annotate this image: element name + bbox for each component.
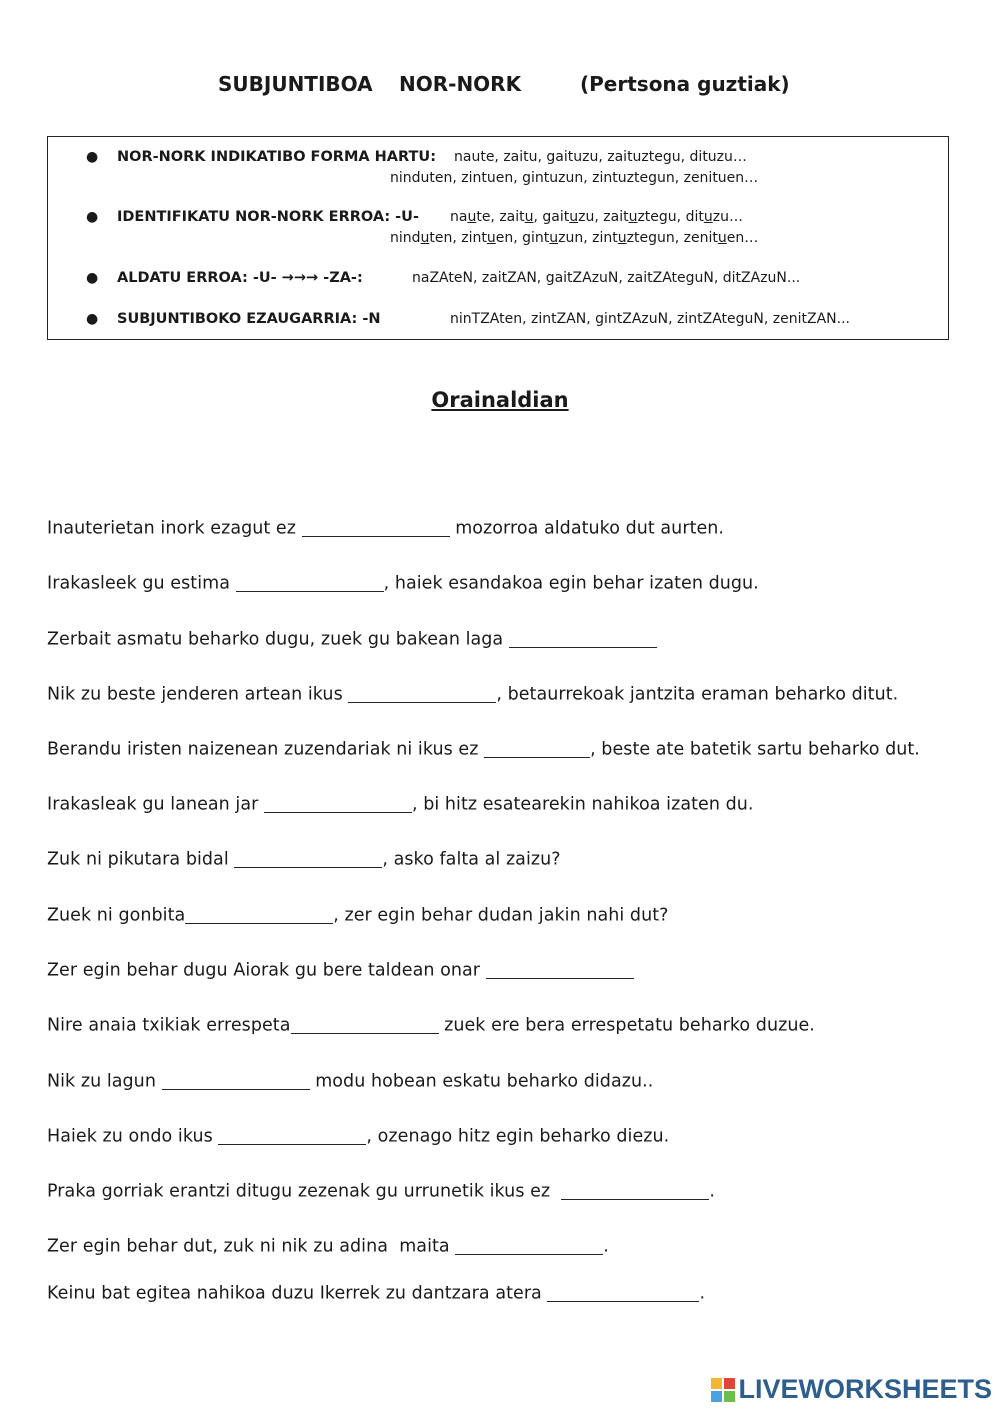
sentence-text: , haiek esandakoa egin behar izaten dugu. [383,573,759,594]
sentence-text: Keinu bat egitea nahikoa duzu Ikerrek zu dantzara atera [47,1283,548,1304]
rule-label: ALDATU ERROA: -U- →→→ -ZA-: [117,270,363,286]
sentence-text: modu hobean eskatu beharko didazu.. [309,1071,654,1092]
text-part: zu, zait [578,209,629,225]
sentence-text: , zer egin behar dudan jakin nahi dut? [333,905,669,926]
answer-blank[interactable] [234,849,382,868]
exercise-sentence [47,1126,669,1147]
root-letter: u [420,230,430,246]
answer-blank[interactable] [509,629,657,648]
root-letter: u [717,230,727,246]
answer-blank[interactable] [561,1181,709,1200]
bullet-icon: ● [86,270,99,286]
exercise-sentence [47,518,724,539]
sentence-text: . [699,1283,706,1304]
rule-label: SUBJUNTIBOKO EZAUGARRIA: -N [117,311,381,327]
rule-example [390,230,758,246]
text-part: te, zait [476,209,525,225]
text-part: ztegun, zenit [626,230,718,246]
bullet-icon: ● [86,149,99,165]
logo-text: LIVEWORKSHEETS [738,1374,992,1404]
text-part: en, gint [495,230,550,246]
exercise-sentence [47,684,898,705]
root-letter: u [617,230,627,246]
sentence-text: , ozenago hitz egin beharko diezu. [366,1126,670,1147]
rule-example [450,209,743,225]
exercise-sentence [47,794,753,815]
sentence-text: Berandu iristen naizenean zuzendariak ni ikus ez [47,739,485,760]
sentence-text: Zer egin behar dugu Aiorak gu bere taldean onar [47,960,486,981]
sentence-text: . [709,1181,715,1202]
answer-blank[interactable] [264,794,412,813]
root-letter: u [549,230,559,246]
exercise-sentence [47,1236,609,1257]
root-letter: u [486,230,496,246]
rule-example: naute, zaitu, gaituzu, zaituztegu, dituzu… [454,149,747,165]
exercise-sentence [47,905,668,926]
sentence-text: Zerbait asmatu beharko dugu, zuek gu bakean laga [47,629,509,650]
answer-blank[interactable] [486,960,634,979]
exercise-sentence [47,629,657,650]
sentence-text: Irakasleak gu lanean jar [47,794,264,815]
sentence-text: Nire anaia txikiak errespeta [47,1015,291,1036]
liveworksheets-logo [711,1374,992,1405]
exercise-sentence [47,1015,815,1036]
text-part: , gait [533,209,570,225]
rule-label: IDENTIFIKATU NOR-NORK ERROA: -U- [117,209,419,225]
exercise-sentence [47,1071,653,1092]
sentence-text: Nik zu lagun [47,1071,162,1092]
answer-blank[interactable] [236,573,384,592]
sentence-text: , bi hitz esatearekin nahikoa izaten du. [411,794,754,815]
text-part: ten, zint [429,230,487,246]
sentence-text: Zuk ni pikutara bidal [47,849,235,870]
exercise-sentence [47,960,634,981]
title-subjuntiboa: SUBJUNTIBOA [218,72,373,96]
rule-example: ninduten, zintuen, gintuzun, zintuztegun, zenituen… [390,170,759,186]
exercise-sentence [47,849,561,870]
sentence-text: mozorroa aldatuko dut aurten. [449,518,725,539]
exercise-sentence [47,1181,715,1202]
section-title: Orainaldian [431,388,569,412]
text-part: zu… [712,209,743,225]
exercise-sentence [47,573,759,594]
root-letter: u [703,209,713,225]
sentence-text: Praka gorriak erantzi ditugu zezenak gu urrunetik ikus ez [47,1181,562,1202]
answer-blank[interactable] [291,1015,439,1034]
bullet-icon: ● [86,311,99,327]
bullet-icon: ● [86,209,99,225]
answer-blank[interactable] [302,518,450,537]
answer-blank[interactable] [547,1283,699,1302]
exercise-sentence [47,739,920,760]
answer-blank[interactable] [218,1126,366,1145]
answer-blank[interactable] [484,739,590,758]
root-letter: u [467,209,477,225]
root-letter: u [524,209,534,225]
sentence-text: Zer egin behar dut, zuk ni nik zu adina maita [47,1236,456,1257]
root-letter: u [569,209,579,225]
title-pertsona: (Pertsona guztiak) [580,72,790,96]
sentence-text: Inauterietan inork ezagut ez [47,518,302,539]
exercise-sentence [47,1283,705,1304]
sentence-text: . [603,1236,609,1257]
root-letter: u [628,209,638,225]
title-nor-nork: NOR-NORK [399,72,522,96]
sentence-text: , asko falta al zaizu? [382,849,561,870]
sentence-text: zuek ere bera errespetatu beharko duzue. [438,1015,815,1036]
rule-example: naZAteN, zaitZAN, gaitZAzuN, zaitZAteguN, ditZAzuN... [412,270,801,286]
answer-blank[interactable] [162,1071,310,1090]
answer-blank[interactable] [455,1236,603,1255]
sentence-text: Haiek zu ondo ikus [47,1126,219,1147]
rule-example: ninTZAten, zintZAN, gintZAzuN, zintZAteguN, zenitZAN... [450,311,850,327]
answer-blank[interactable] [348,684,496,703]
answer-blank[interactable] [185,905,333,924]
sentence-text: , betaurrekoak jantzita eraman beharko ditut. [496,684,899,705]
text-part: en… [726,230,759,246]
liveworksheets-logo-icon [711,1378,735,1402]
text-part: na [450,209,468,225]
text-part: nind [390,230,421,246]
rules-box [47,136,949,340]
text-part: zun, zint [558,230,618,246]
sentence-text: Zuek ni gonbita [47,905,186,926]
sentence-text: Irakasleek gu estima [47,573,236,594]
sentence-text: , beste ate batetik sartu beharko dut. [590,739,920,760]
rule-label: NOR-NORK INDIKATIBO FORMA HARTU: [117,149,436,165]
text-part: ztegu, dit [637,209,704,225]
sentence-text: Nik zu beste jenderen artean ikus [47,684,349,705]
